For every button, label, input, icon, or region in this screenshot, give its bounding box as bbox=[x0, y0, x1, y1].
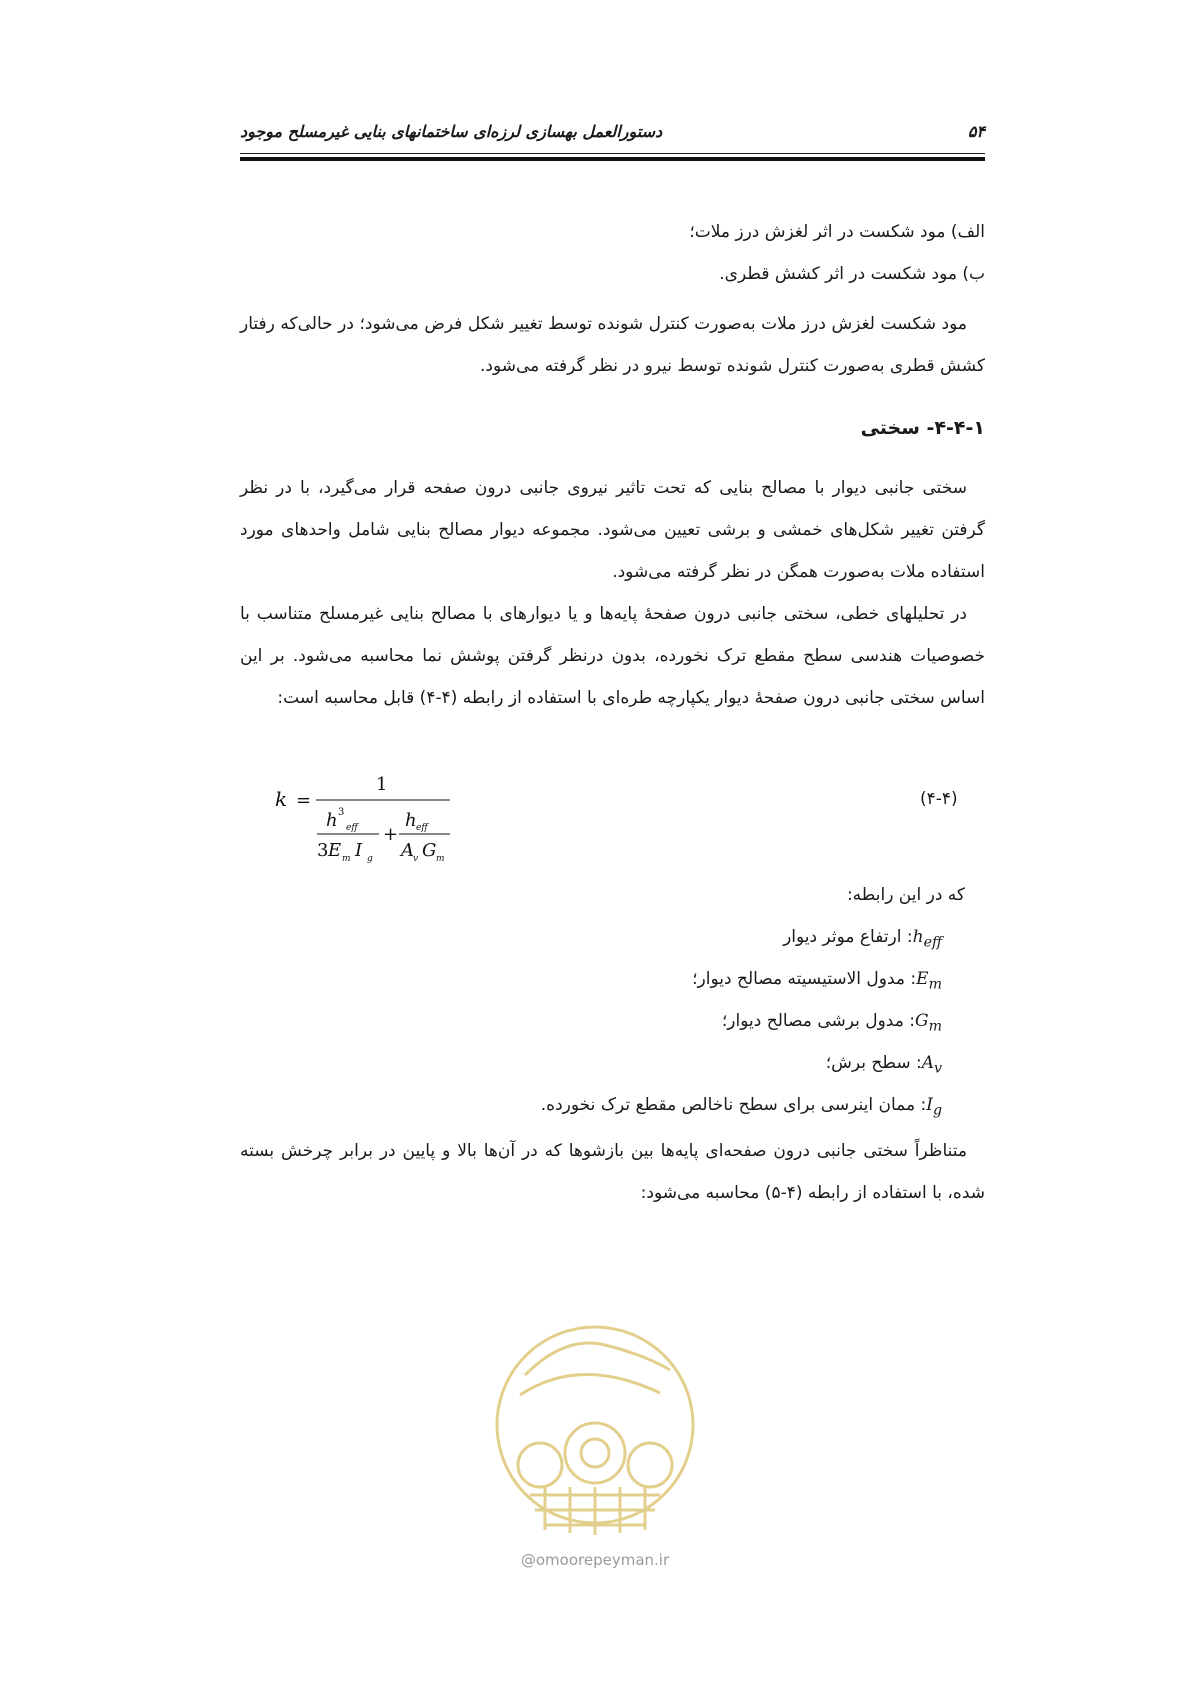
definition-subscript: m bbox=[928, 1018, 942, 1035]
watermark-logo bbox=[485, 1315, 705, 1575]
book-title: دستورالعمل بهسازی لرزه‌ای ساختمانهای بنایی غیرمسلح موجود bbox=[240, 122, 663, 141]
eq-lhs: k bbox=[275, 787, 288, 811]
eq-t1-E-sub: m bbox=[342, 854, 351, 864]
definition-item bbox=[826, 1051, 942, 1080]
equation-svg bbox=[270, 772, 470, 872]
definition-symbol: h bbox=[912, 927, 924, 947]
page-number: ۵۴ bbox=[967, 122, 985, 141]
eq-t2-sub: eff bbox=[416, 823, 428, 833]
eq-t1-sup: 3 bbox=[338, 807, 345, 818]
eq-plus: + bbox=[383, 824, 399, 845]
paragraph: سختی جانبی دیوار با مصالح بنایی که تحت تاثیر نیروی جانبی درون صفحه قرار می‌گیرد، با در نظر گرفتن تغییر شکل‌های خمشی و برشی تعیین می‌شود. مجموعه دیوار مصالح بنایی شامل واحدهای مورد استفاده ملات به‌صورت همگن در نظر گرفته می‌شود. bbox=[240, 478, 985, 582]
eq-numerator: 1 bbox=[376, 774, 388, 795]
eq-t2-h: h bbox=[405, 810, 417, 831]
definition-item bbox=[541, 1093, 942, 1122]
definition-symbol: G bbox=[914, 1011, 929, 1031]
definition-subscript: m bbox=[928, 976, 942, 993]
definition-text: : ارتفاع موثر دیوار bbox=[783, 927, 913, 947]
definition-text: : سطح برش؛ bbox=[825, 1053, 922, 1073]
watermark-calligraphy bbox=[520, 1374, 660, 1395]
paragraph: متناظراً سختی جانبی درون صفحه‌ای پایه‌ها بین بازشوها که در آن‌ها بالا و پایین در برابر چرخش بسته شده، با استفاده از رابطه (۴-۵) محاسبه می‌شود: bbox=[240, 1141, 985, 1203]
eq-t1-I: I bbox=[355, 840, 363, 861]
eq-t2-G-sub: m bbox=[436, 854, 445, 864]
equation-number: (۴-۴) bbox=[920, 789, 958, 809]
watermark-center-gear-hub bbox=[581, 1439, 609, 1467]
watermark-emblem bbox=[485, 1315, 705, 1545]
equation bbox=[270, 772, 470, 872]
eq-t2-A-sub: v bbox=[413, 854, 419, 864]
watermark-url: @omoorepeyman.ir bbox=[520, 1551, 670, 1569]
definition-text: : ممان اینرسی برای سطح ناخالص مقطع ترک نخورده. bbox=[540, 1095, 927, 1115]
eq-t2-A: A bbox=[401, 840, 414, 861]
watermark-calligraphy bbox=[525, 1343, 670, 1375]
definition-subscript: v bbox=[934, 1060, 942, 1077]
definition-item bbox=[783, 925, 942, 954]
eq-t1-sub: eff bbox=[346, 823, 358, 833]
definition-subscript: g bbox=[932, 1102, 942, 1119]
definition-subscript: eff bbox=[923, 934, 942, 951]
definition-text: : مدول الاستیسیته مصالح دیوار؛ bbox=[692, 969, 917, 989]
header-rule-thick bbox=[240, 157, 985, 161]
definition-symbol: I bbox=[926, 1095, 933, 1115]
section-heading: ۴-۴-۱- سختی bbox=[860, 417, 985, 439]
watermark-right-gear bbox=[628, 1443, 672, 1487]
header-rule-thin bbox=[240, 153, 985, 154]
where-label: که در این رابطه: bbox=[846, 885, 965, 905]
eq-t1-coef: 3 bbox=[317, 840, 329, 861]
eq-equals: = bbox=[296, 790, 312, 811]
eq-t1-I-sub: g bbox=[367, 854, 373, 864]
eq-t1-h: h bbox=[326, 810, 338, 831]
definition-item bbox=[722, 1009, 942, 1038]
running-header bbox=[240, 122, 985, 150]
definition-item bbox=[692, 967, 942, 996]
eq-t1-E: E bbox=[328, 840, 342, 861]
paragraph: در تحلیلهای خطی، سختی جانبی درون صفحهٔ پایه‌ها و یا دیوارهای با مصالح بنایی غیرمسلح متناسب با خصوصیات هندسی سطح مقطع ترک نخورده، بدون درنظر گرفتن پوشش نما محاسبه می‌شود. بر این اساس سختی جانبی درون صفحهٔ دیوار یکپارچه طره‌ای با استفاده از رابطه (۴-۴) قابل محاسبه است: bbox=[240, 604, 985, 708]
watermark-center-gear bbox=[565, 1423, 625, 1483]
eq-t2-G: G bbox=[422, 840, 437, 861]
list-item: الف) مود شکست در اثر لغزش درز ملات؛ bbox=[689, 222, 985, 242]
definition-text: : مدول برشی مصالح دیوار؛ bbox=[721, 1011, 915, 1031]
definition-symbol: A bbox=[921, 1053, 934, 1073]
definition-symbol: E bbox=[916, 969, 929, 989]
watermark-left-gear bbox=[518, 1443, 562, 1487]
list-item: ب) مود شکست در اثر کشش قطری. bbox=[719, 264, 985, 284]
paragraph: مود شکست لغزش درز ملات به‌صورت کنترل شونده توسط تغییر شکل فرض می‌شود؛ در حالی‌که رفتار کشش قطری به‌صورت کنترل شونده توسط نیرو در نظر گرفته می‌شود. bbox=[240, 314, 985, 376]
